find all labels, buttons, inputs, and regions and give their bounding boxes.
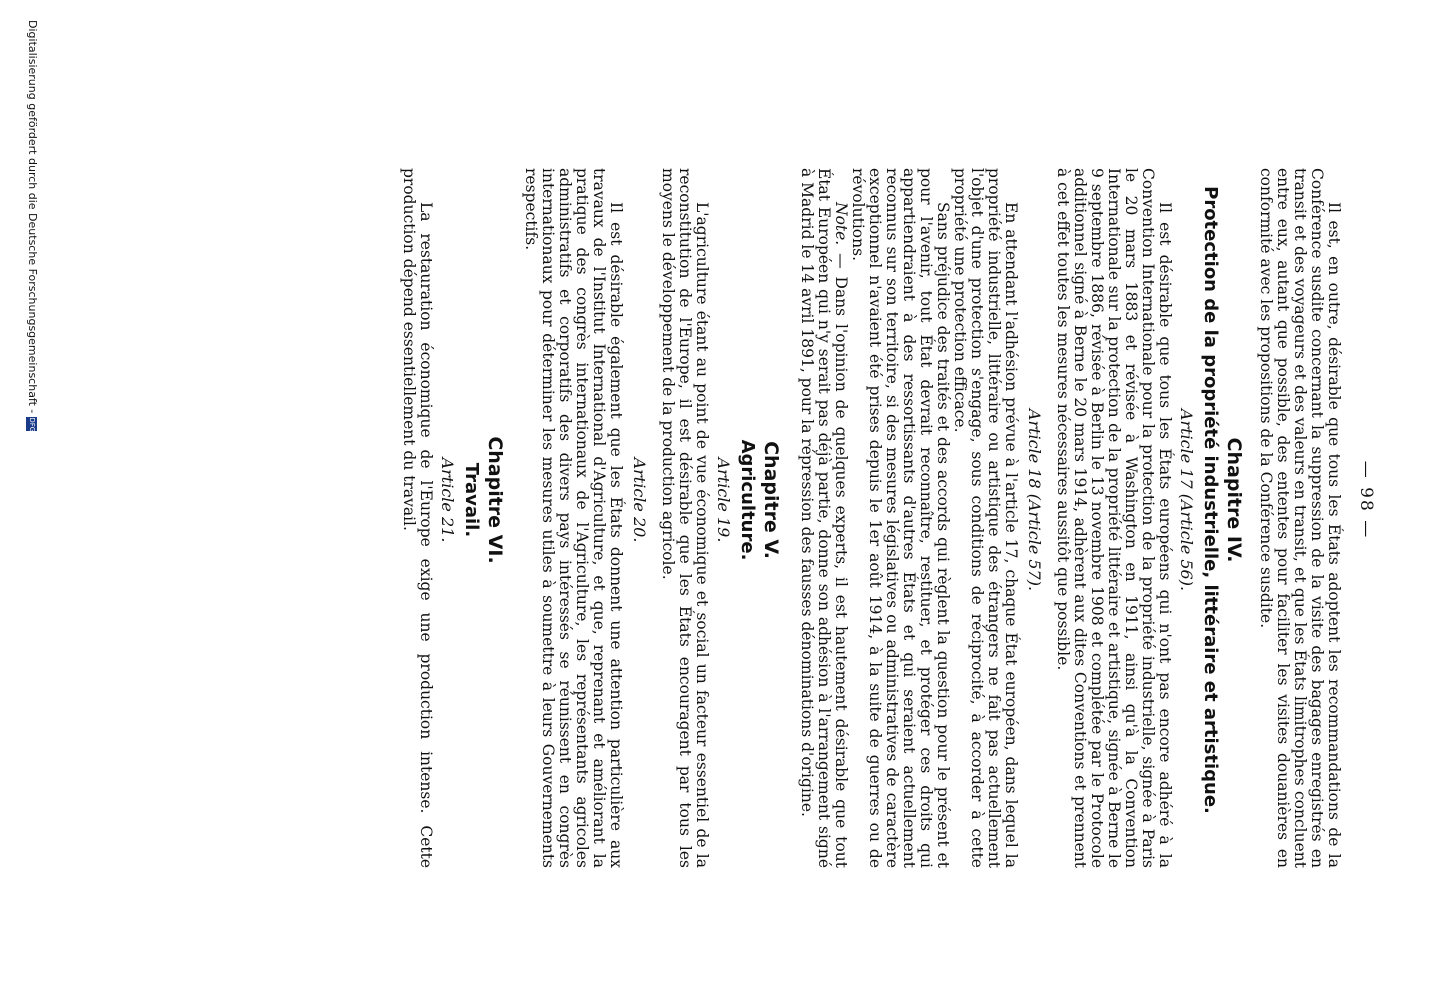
- article-17-title: Article 17 (Article 56).: [1177, 408, 1196, 592]
- article-19-text: L'agriculture étant au point de vue économique et social un facteur essentiel de la reconstitution de l'Europe, il est désirable que les États encouragent par tous les moyens le développement de la production agricole.: [659, 168, 711, 868]
- article-18-text-2: Sans préjudice des traités et des accords qui règlent la question pour le présent et pour l'avenir, tout État devrait reconnaître, restituer, et protéger ces droits qui appartiendraient à des ressortissants d'autres États et qui seraient actuellement reconnus sur son territoire, si des mesures législatives ou administratives de caractère exceptionnel n'avaient été prises depuis le 1er août 1914, à la suite de guerres ou de révolutions.: [849, 168, 952, 868]
- chapter-5-subtitle: Agriculture.: [737, 439, 758, 561]
- note-text: — Dans l'opinion de quelques experts, il est hautement désirable que tout État Européen qui n'y serait pas déjà partie, donne son adhésion à l'arrangement signé à Madrid le 14 avril 1891, pour la répression des fausses dénominations d'origine.: [798, 168, 850, 868]
- chapter-6-title: Chapitre VI.: [484, 436, 506, 564]
- dfg-footer: [26, 20, 39, 431]
- article-21-body: [400, 168, 434, 868]
- note-label: Note.: [832, 202, 850, 246]
- chapter-4-title: Chapitre IV.: [1223, 437, 1245, 563]
- chapter-4-subtitle: Protection de la propriété industrielle, littéraire et artistique.: [1200, 186, 1221, 814]
- page-number: — 98 —: [1356, 460, 1376, 540]
- article-21-title: Article 21.: [438, 457, 457, 543]
- article-20-title: Article 20.: [630, 457, 649, 543]
- chapter-5-title: Chapitre V.: [760, 441, 782, 559]
- footer-text: Digitalisierung gefördert durch die Deutsche Forschungsgemeinschaft -: [26, 20, 39, 414]
- article-20-text: Il est désirable également que les États donnent une attention particulière aux travaux de l'Institut International d'Agriculture, et que, reprenant et améliorant la pratique des congrès internationaux de l'Agriculture, les représentants agricoles administratifs et corporatifs des divers pays intéressés se réunissent en congrès internationaux pour déterminer les mesures utiles à soumettre à leurs Gouvernements respectifs.: [522, 168, 625, 868]
- article-19-title: Article 19.: [714, 457, 733, 543]
- article-17-body: [1054, 168, 1173, 868]
- chapter-6-subtitle: Travail.: [461, 462, 482, 538]
- article-20-body: [522, 168, 624, 868]
- article-18-title: Article 18 (Article 57).: [1025, 408, 1044, 592]
- dfg-logo-icon: DFG: [28, 417, 37, 433]
- note-paragraph: [798, 168, 849, 868]
- article-18-text-1: En attendant l'adhésion prévue à l'article 17, chaque État européen, dans lequel la propriété industrielle, littéraire ou artistique des étrangers ne fait pas actuellement l'objet d'une protection s'engage, sous conditions de réciprocité, à accorder à cette propriété une protection efficace.: [951, 168, 1020, 868]
- article-17-text: Il est désirable que tous les États européens qui n'ont pas encore adhéré à la Convention Internationale pour la protection de la propriété industrielle, signée à Paris le 20 mars 1883 et révisée à Washington en 1911, ainsi qu'à la Convention Internationale sur la protection de la propriété littéraire et artistique, signée à Berne le 9 septembre 1886, révisée à Berlin le 13 novembre 1908 et complétée par le Protocole additionnel signé à Berne le 20 mars 1914, adhèrent aux dites Conventions et prennent à cet effet toutes les mesures nécessaires aussitôt que possible.: [1054, 168, 1174, 868]
- intro-text: Il est, en outre, désirable que tous les États adoptent les recommandations de la Conférence susdite concernant la suppression de la visite des bagages enregistrés en transit et des voyageurs et des valeurs en transit, et que les États limitrophes concluent entre eux, autant que possible, des ententes pour faciliter les visites douanières en conformité avec les propositions de la Conférence susdite.: [1257, 168, 1343, 868]
- article-18-body: [798, 168, 1019, 868]
- article-19-body: [659, 168, 710, 868]
- article-21-text: La restauration économique de l'Europe exige une production intense. Cette production dépend essentiellement du travail.: [400, 168, 435, 868]
- intro-paragraph: [1257, 168, 1342, 868]
